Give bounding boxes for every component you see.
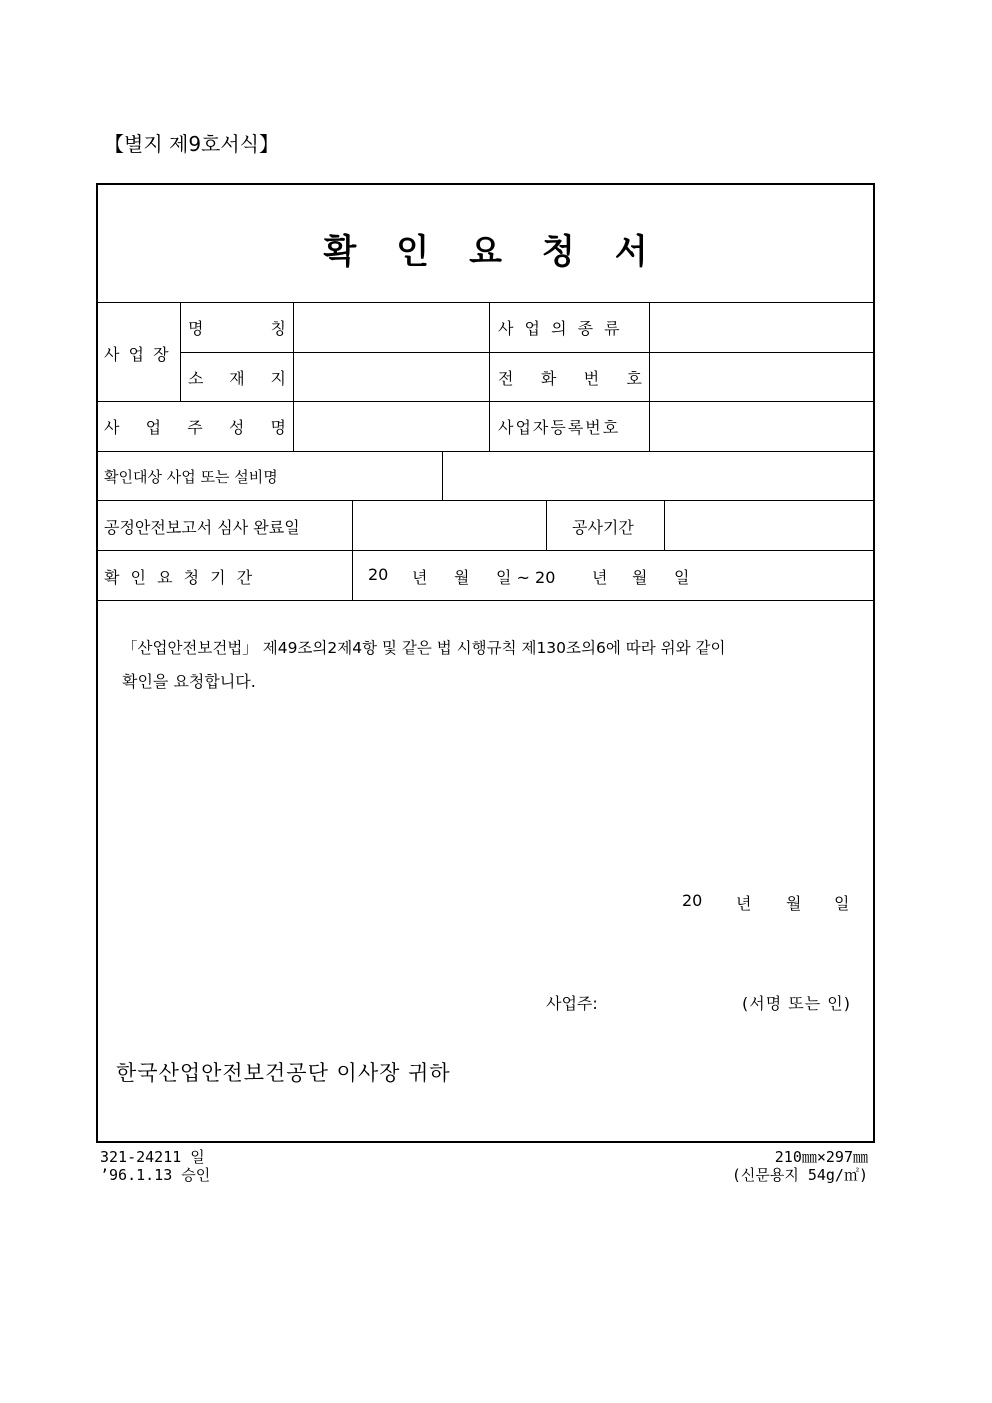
- business-reg-label: 사업자등록번호: [498, 418, 621, 437]
- applicant-field[interactable]: [612, 988, 732, 1014]
- business-reg-field[interactable]: [650, 402, 874, 450]
- name-label: 명 칭: [188, 319, 286, 338]
- business-type-field[interactable]: [650, 303, 874, 351]
- signature-label: (서명 또는 인): [742, 994, 851, 1013]
- statement-line-2: 확인을 요청합니다.: [122, 672, 256, 691]
- workplace-label: 사 업 장: [104, 345, 171, 364]
- request-period-label: 확 인 요 청 기 간: [104, 568, 256, 587]
- paper-type: (신문용지 54g/㎡): [731, 1166, 868, 1184]
- psm-review-date-field[interactable]: [353, 501, 545, 549]
- signature-date[interactable]: 20 년 월 일: [682, 891, 850, 913]
- location-label: 소 재 지: [188, 369, 286, 388]
- name-field[interactable]: [294, 303, 488, 351]
- row-divider: [96, 600, 875, 601]
- construction-period-field[interactable]: [665, 501, 874, 549]
- construction-period-label: 공사기간: [572, 518, 634, 537]
- paper-size: 210㎜×297㎜: [774, 1148, 868, 1166]
- document-title: 확인요청서: [323, 232, 688, 272]
- business-type-label: 사 업 의 종 류: [498, 319, 623, 338]
- target-field[interactable]: [443, 452, 874, 499]
- form-code: 321-24211 일: [100, 1148, 205, 1166]
- owner-name-field[interactable]: [294, 402, 488, 450]
- location-field[interactable]: [294, 353, 488, 400]
- addressee: 한국산업안전보건공단 이사장 귀하: [116, 1061, 451, 1085]
- phone-field[interactable]: [650, 353, 874, 400]
- applicant-label: 사업주:: [546, 994, 598, 1013]
- col-divider: [180, 302, 181, 401]
- form-number-label: 【별지 제9호서식】: [104, 132, 280, 156]
- col-divider: [489, 302, 490, 451]
- request-statement: [122, 631, 852, 699]
- owner-name-label: 사 업 주 성 명: [104, 418, 286, 437]
- row-divider: [96, 550, 875, 551]
- statement-line-1: 「산업안전보건법」 제49조의2제4항 및 같은 법 시행규칙 제130조의6에 따라 위와 같이: [122, 639, 726, 657]
- phone-label: 전 화 번 호: [498, 369, 642, 388]
- col-divider: [546, 500, 547, 550]
- approval-date: ’96.1.13 승인: [100, 1166, 211, 1184]
- target-label: 확인대상 사업 또는 설비명: [104, 468, 278, 486]
- psm-review-label: 공정안전보고서 심사 완료일: [104, 518, 300, 537]
